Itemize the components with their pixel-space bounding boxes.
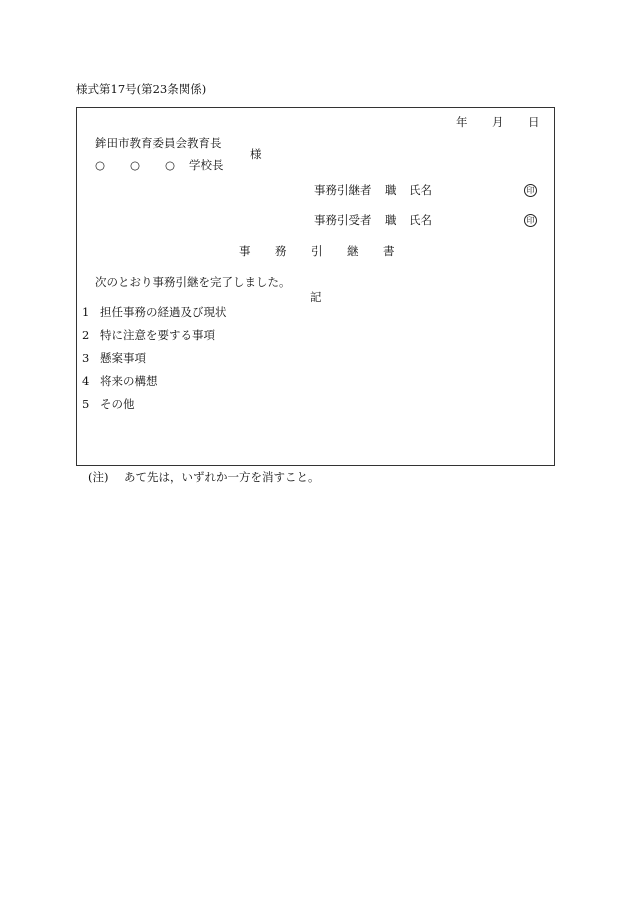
item-1-number: 1 [82, 305, 90, 319]
item-2-number: 2 [82, 328, 90, 342]
transferee-name-label: 氏名 [409, 213, 432, 227]
item-2-text: 特に注意を要する事項 [100, 328, 215, 342]
transferor-title-label: 職 [385, 183, 397, 197]
date-day-label: 日 [528, 115, 540, 129]
item-5-text: その他 [100, 397, 135, 411]
transferee-role: 事務引受者 [314, 213, 372, 227]
transferee-title-label: 職 [385, 213, 397, 227]
transferor-seal: 印 [524, 184, 537, 197]
item-4-text: 将来の構想 [100, 374, 158, 388]
item-3-number: 3 [82, 351, 90, 365]
doc-title-char-2: 務 [275, 244, 287, 258]
addressee-board: 鉾田市教育委員会教育長 [95, 136, 222, 150]
item-4-number: 4 [82, 374, 90, 388]
doc-title-char-5: 書 [383, 244, 395, 258]
item-5-number: 5 [82, 397, 90, 411]
transferor-name-label: 氏名 [409, 183, 432, 197]
form-number: 様式第17号(第23条関係) [76, 82, 207, 96]
doc-title-char-3: 引 [311, 244, 323, 258]
addressee-honorific: 様 [250, 147, 262, 161]
date-month-label: 月 [492, 115, 504, 129]
transferee-seal: 印 [524, 214, 537, 227]
ki-heading: 記 [310, 290, 322, 304]
item-1-text: 担任事務の経過及び現状 [100, 305, 227, 319]
transferor-role: 事務引継者 [314, 183, 372, 197]
doc-title-char-1: 事 [239, 244, 251, 258]
item-3-text: 懸案事項 [100, 351, 146, 365]
note-text: あて先は，いずれか一方を消すこと。 [124, 470, 320, 484]
doc-title-char-4: 継 [347, 244, 359, 258]
addressee-principal: 学校長 [189, 158, 224, 172]
addressee-mark-3: ○ [165, 158, 176, 172]
note-label: (注) [88, 470, 109, 484]
addressee-mark-1: ○ [95, 158, 106, 172]
date-year-label: 年 [456, 115, 468, 129]
completion-statement: 次のとおり事務引継を完了しました。 [95, 275, 291, 289]
addressee-mark-2: ○ [130, 158, 141, 172]
